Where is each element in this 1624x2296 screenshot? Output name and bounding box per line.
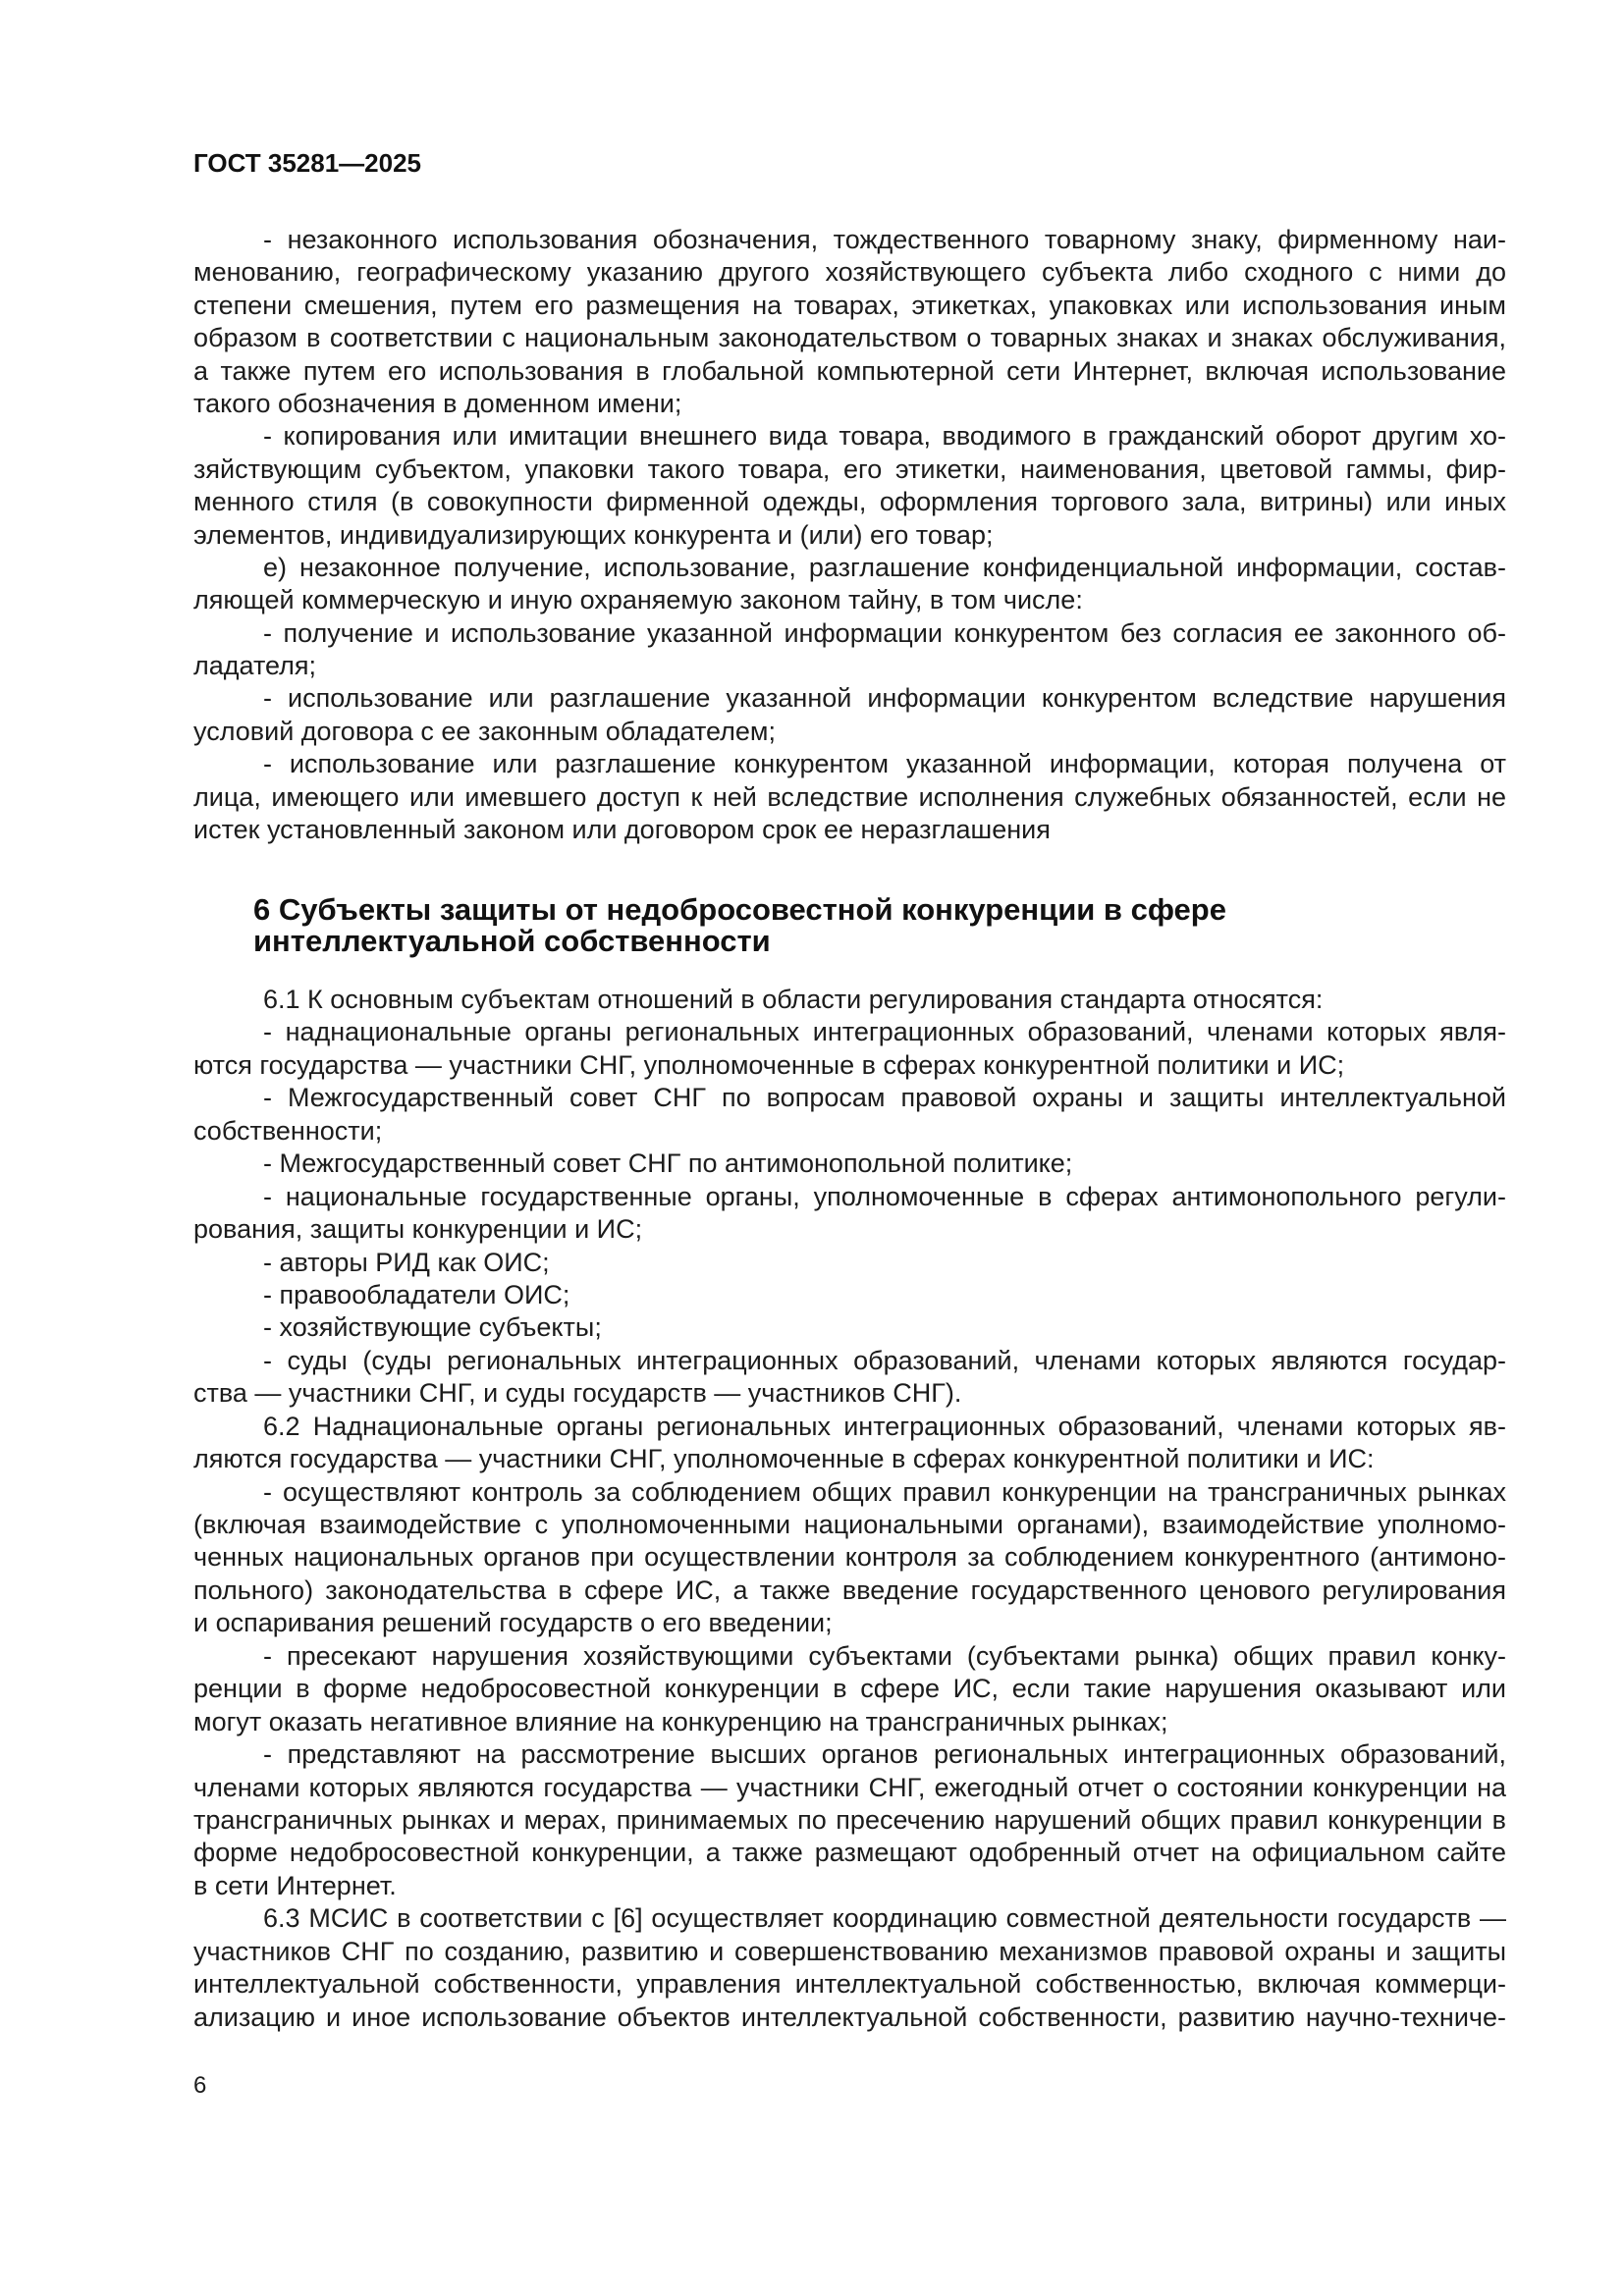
- text-line: истек установленный законом или договором срок ее неразглашения: [193, 815, 1051, 845]
- paragraph-first-line: - Межгосударственный совет СНГ по вопросам правовой охраны и защиты интеллектуальной: [263, 1083, 1506, 1113]
- paragraph-first-line: 6.2 Наднациональные органы региональных интеграционных образований, членами которых яв-: [263, 1411, 1506, 1441]
- section-6-body: [193, 984, 1506, 2034]
- paragraph-first-line: - осуществляют контроль за соблюдением общих правил конкуренции на трансграничных рынках: [263, 1476, 1506, 1507]
- text-line: менованию, географическому указанию другого хозяйствующего субъекта либо сходного с ними до: [193, 257, 1506, 288]
- text-line: такого обозначения в доменном имени;: [193, 388, 682, 418]
- paragraph-first-line: - незаконного использования обозначения, тождественного товарному знаку, фирменному наи-: [263, 225, 1506, 254]
- text-line: ства — участники СНГ, и суды государств — участников СНГ).: [193, 1378, 962, 1409]
- text-line: образом в соответствии с национальным законодательством о товарных знаках и знаках обслуживания,: [193, 323, 1506, 353]
- paragraph-first-line: - копирования или имитации внешнего вида товара, вводимого в гражданский оборот другим хо-: [263, 421, 1506, 452]
- text-line: а также путем его использования в глобальной компьютерной сети Интернет, включая использование: [193, 355, 1506, 386]
- text-line: условий договора с ее законным обладателем;: [193, 716, 776, 746]
- section-6-heading-line-2: интеллектуальной собственности: [253, 924, 771, 958]
- paragraph-first-line: 6.1 К основным субъектам отношений в области регулирования стандарта относятся:: [263, 985, 1324, 1014]
- paragraph-first-line: е) незаконное получение, использование, разглашение конфиденциальной информации, состав-: [263, 552, 1506, 582]
- document-header-id: ГОСТ 35281—2025: [193, 148, 421, 178]
- paragraph-first-line: - представляют на рассмотрение высших органов региональных интеграционных образований,: [263, 1739, 1506, 1770]
- text-line: степени смешения, путем его размещения на товарах, этикетках, упаковках или использования иным: [193, 290, 1506, 320]
- text-line: ляются государства — участники СНГ, уполномоченные в сферах конкурентной политики и ИС:: [193, 1444, 1375, 1474]
- paragraph-first-line: - пресекают нарушения хозяйствующими субъектами (субъектами рынка) общих правил конку-: [263, 1640, 1506, 1671]
- section-6-heading-line-1: 6 Субъекты защиты от недобросовестной конкуренции в сфере: [253, 892, 1226, 927]
- text-line: ализацию и иное использование объектов интеллектуальной собственности, развитию научно-техниче-: [193, 2002, 1506, 2032]
- paragraph-first-line: - Межгосударственный совет СНГ по антимонопольной политике;: [263, 1148, 1073, 1179]
- paragraph-first-line: - наднациональные органы региональных интеграционных образований, членами которых явля-: [263, 1017, 1506, 1047]
- text-line: ладателя;: [193, 651, 317, 681]
- paragraph-first-line: - получение и использование указанной информации конкурентом без согласия ее законного об-: [263, 617, 1506, 648]
- text-line: могут оказать негативное влияние на конкуренцию на трансграничных рынках;: [193, 1706, 1168, 1736]
- text-line: собственности;: [193, 1115, 383, 1146]
- text-line: форме недобросовестной конкуренции, а также размещают одобренный отчет на официальном сайте: [193, 1838, 1506, 1868]
- text-line: трансграничных рынках и мерах, принимаемых по пресечению нарушений общих правил конкуренции в: [193, 1804, 1506, 1835]
- paragraph-first-line: - правообладатели ОИС;: [263, 1279, 570, 1309]
- paragraph-first-line: - использование или разглашение конкурентом указанной информации, которая получена от: [263, 749, 1506, 779]
- paragraph-first-line: - авторы РИД как ОИС;: [263, 1247, 550, 1277]
- text-line: членами которых являются государства — участники СНГ, ежегодный отчет о состоянии конкуренции на: [193, 1772, 1506, 1802]
- text-line: элементов, индивидуализирующих конкурента и (или) его товар;: [193, 519, 994, 550]
- page-number: 6: [193, 2072, 207, 2099]
- text-line: зяйствующим субъектом, упаковки такого товара, его этикетки, наименования, цветовой гаммы, фир-: [193, 454, 1506, 484]
- paragraph-first-line: - национальные государственные органы, уполномоченные в сферах антимонопольного регули-: [263, 1181, 1506, 1211]
- text-line: рования, защиты конкуренции и ИС;: [193, 1214, 643, 1245]
- text-line: участников СНГ по созданию, развитию и совершенствованию механизмов правовой охраны и защиты: [193, 1936, 1506, 1966]
- text-line: (включая взаимодействие с уполномоченными национальными органами), взаимодействие уполномо-: [193, 1510, 1506, 1539]
- text-line: польного) законодательства в сфере ИС, а также введение государственного ценового регулирования: [193, 1575, 1506, 1605]
- text-line: ренции в форме недобросовестной конкуренции в сфере ИС, если такие нарушения оказывают или: [193, 1674, 1506, 1704]
- text-line: менного стиля (в совокупности фирменной одежды, оформления торгового зала, витрины) или иных: [193, 487, 1506, 517]
- text-line: ченных национальных органов при осуществлении контроля за соблюдением конкурентного (антимоно-: [193, 1542, 1506, 1573]
- text-line: ются государства — участники СНГ, уполномоченные в сферах конкурентной политики и ИС;: [193, 1049, 1345, 1080]
- paragraph-first-line: 6.3 МСИС в соответствии с [6] осуществляет координацию совместной деятельности государств —: [263, 1903, 1506, 1934]
- text-line: интеллектуальной собственности, управления интеллектуальной собственностью, включая коммерци-: [193, 1969, 1506, 2000]
- text-line: в сети Интернет.: [193, 1870, 397, 1900]
- text-line: и оспаривания решений государств о его введении;: [193, 1608, 833, 1638]
- paragraph-first-line: - хозяйствующие субъекты;: [263, 1312, 602, 1343]
- paragraph-first-line: - суды (суды региональных интеграционных образований, членами которых являются государ-: [263, 1345, 1506, 1375]
- paragraph-first-line: - использование или разглашение указанной информации конкурентом вследствие нарушения: [263, 683, 1506, 714]
- text-line: лица, имеющего или имевшего доступ к ней вследствие исполнения служебных обязанностей, если не: [193, 781, 1506, 812]
- section-6-heading: [253, 894, 1506, 957]
- body-text-continuation: [193, 224, 1506, 846]
- text-line: ляющей коммерческую и иную охраняемую законом тайну, в том числе:: [193, 585, 1083, 615]
